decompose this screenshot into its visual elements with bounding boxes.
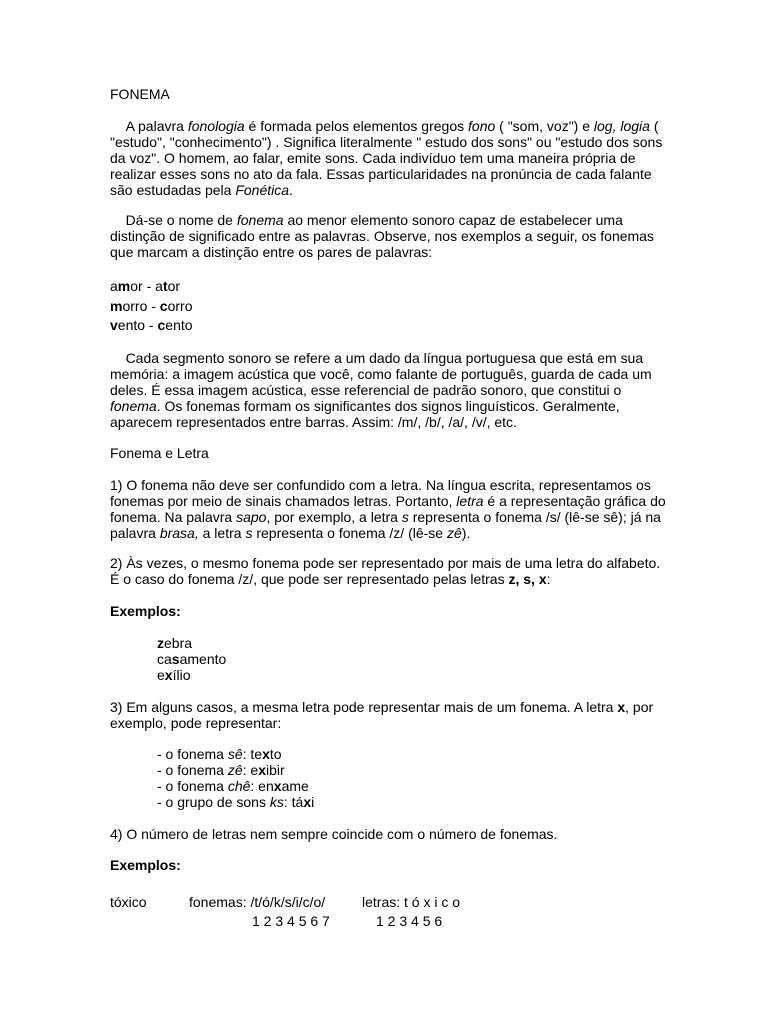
letter-numbers: 1 2 3 4 5 6 bbox=[376, 913, 443, 929]
segment-paragraph: Cada segmento sonoro se refere a um dado da língua portuguesa que está em sua memória: a imagem acústica que você, como falante de português, guarda de cada um deles. É essa imagem acústica, esse referencial de padrão sonoro, que constitui o fonema. Os fonemas formam os significantes dos signos linguísticos. Geralmente, aparecem representados entre barras. Assim: /m/, /b/, /a/, /v/, etc. bbox=[110, 350, 652, 430]
list-item: - o grupo de sons ks: táxi bbox=[157, 794, 315, 810]
phoneme-numbers: 1 2 3 4 5 6 7 bbox=[252, 913, 330, 929]
example-word: casamento bbox=[157, 651, 227, 667]
list-item: - o fonema chê: enxame bbox=[157, 778, 309, 794]
list-item: - o fonema zê: exibir bbox=[157, 762, 285, 778]
example-word: exílio bbox=[157, 667, 191, 683]
examples-label-2: Exemplos: bbox=[110, 857, 181, 873]
item-4-paragraph: 4) O número de letras nem sempre coincide com o número de fonemas. bbox=[110, 826, 558, 842]
x-phoneme-list bbox=[157, 746, 314, 810]
letters-transcription: letras: t ó x i c o bbox=[362, 894, 461, 910]
item-1-paragraph: 1) O fonema não deve ser confundido com a letra. Na língua escrita, representamos os fonemas por meio de sinais chamados letras. Portanto, letra é a representação gráfica do fonema. Na palavra sapo, por exemplo, a letra s representa o fonema /s/ (lê-se sê); já na palavra brasa, a letra s representa o fonema /z/ (lê-se zê). bbox=[110, 477, 666, 541]
definition-paragraph: Dá-se o nome de fonema ao menor elemento sonoro capaz de estabelecer uma distinção de significado entre as palavras. Observe, nos exemplos a seguir, os fonemas que marcam a distinção entre os pares de palavras: bbox=[110, 212, 654, 260]
word-pair: vento - cento bbox=[110, 317, 193, 333]
word-pair: amor - ator bbox=[110, 278, 181, 294]
word-pairs-list bbox=[110, 277, 670, 336]
intro-paragraph: A palavra fonologia é formada pelos elementos gregos fono ( "som, voz") e log, logia ( "estudo", "conhecimento") . Significa literalmente " estudo dos sons" ou "estudo dos sons da voz". O homem, ao falar, emite sons. Cada indivíduo tem uma maneira própria de realizar esses sons no ato da fala. Essas particularidades na pronúncia de cada falante são estudadas pela Fonética. bbox=[110, 118, 663, 198]
word-pair: morro - corro bbox=[110, 297, 193, 314]
item-2-paragraph: 2) Às vezes, o mesmo fonema pode ser representado por mais de uma letra do alfabeto. É o caso do fonema /z/, que pode ser representado pelas letras z, s, x: bbox=[110, 555, 661, 587]
examples-label: Exemplos: bbox=[110, 603, 181, 619]
example-word-toxico: tóxico bbox=[110, 894, 147, 910]
section-title: Fonema e Letra bbox=[110, 445, 209, 461]
example-word: zebra bbox=[157, 635, 193, 651]
list-item: - o fonema sê: texto bbox=[157, 746, 282, 762]
item-3-paragraph: 3) Em alguns casos, a mesma letra pode representar mais de um fonema. A letra x, por exemplo, pode representar: bbox=[110, 699, 654, 731]
page-title: FONEMA bbox=[110, 86, 170, 102]
examples-list bbox=[157, 635, 226, 683]
phonemes-transcription: fonemas: /t/ó/k/s/i/c/o/ bbox=[189, 894, 326, 910]
